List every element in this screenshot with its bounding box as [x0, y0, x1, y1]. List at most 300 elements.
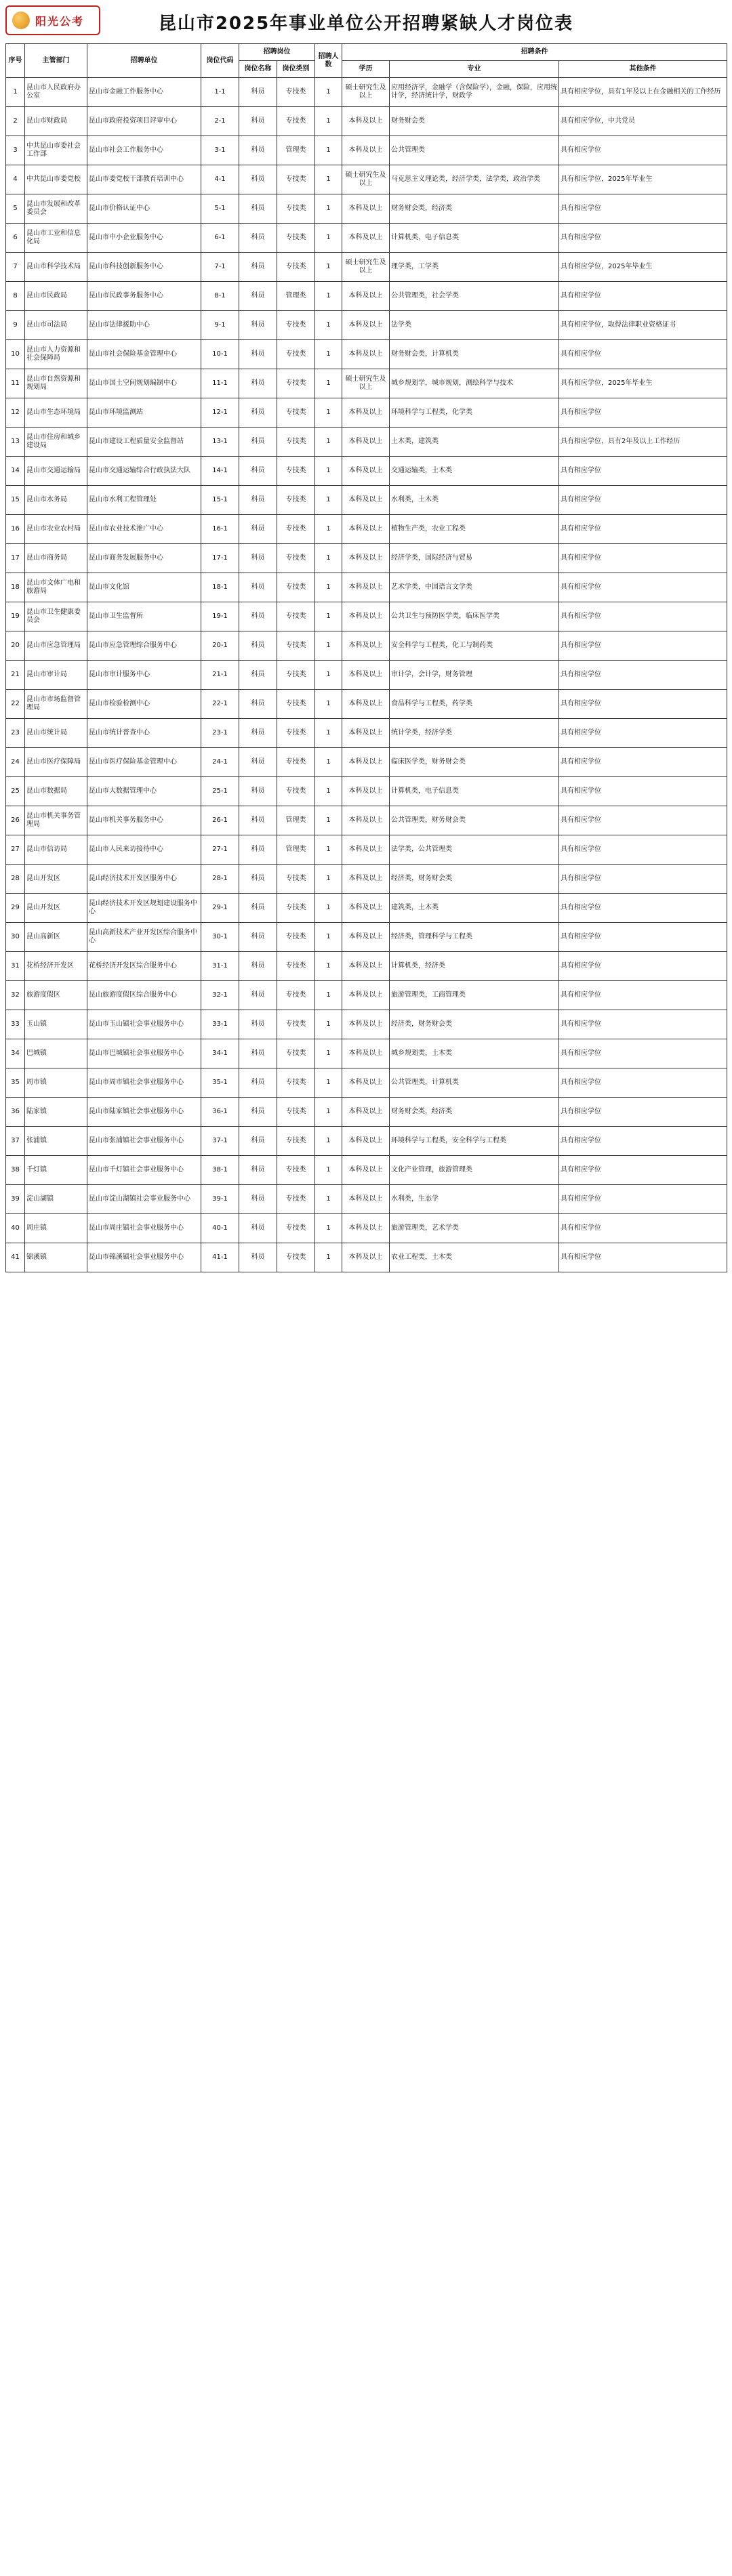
cell-count: 1: [315, 253, 342, 282]
cell-seq: 15: [6, 486, 25, 515]
table-row: [6, 835, 727, 865]
cell-code: 8-1: [201, 282, 239, 311]
cell-post-type: 专技类: [277, 1039, 315, 1068]
cell-seq: 38: [6, 1156, 25, 1185]
cell-post-type: 专技类: [277, 923, 315, 952]
header-dept: 主管部门: [25, 44, 87, 78]
cell-other: 具有相应学位: [559, 952, 727, 981]
cell-count: 1: [315, 602, 342, 631]
cell-code: 40-1: [201, 1214, 239, 1243]
cell-seq: 17: [6, 544, 25, 573]
cell-post-type: 专技类: [277, 194, 315, 224]
cell-unit: 昆山市科技创新服务中心: [87, 253, 201, 282]
cell-dept: 昆山市商务局: [25, 544, 87, 573]
cell-other: 具有相应学位: [559, 894, 727, 923]
cell-code: 25-1: [201, 777, 239, 806]
cell-seq: 14: [6, 457, 25, 486]
cell-major: 水利类，土木类: [390, 486, 559, 515]
cell-post-name: 科员: [239, 835, 277, 865]
cell-post-name: 科员: [239, 282, 277, 311]
cell-post-name: 科员: [239, 777, 277, 806]
cell-post-name: 科员: [239, 748, 277, 777]
cell-dept: 昆山开发区: [25, 894, 87, 923]
cell-code: 18-1: [201, 573, 239, 602]
cell-unit: 昆山市卫生监督所: [87, 602, 201, 631]
cell-major: 城乡规划类，土木类: [390, 1039, 559, 1068]
table-row: [6, 631, 727, 661]
cell-edu: 本科及以上: [342, 1214, 390, 1243]
cell-count: 1: [315, 457, 342, 486]
cell-count: 1: [315, 486, 342, 515]
cell-major: 农业工程类，土木类: [390, 1243, 559, 1272]
table-row: [6, 894, 727, 923]
cell-unit: 昆山市社会保险基金管理中心: [87, 340, 201, 369]
cell-seq: 24: [6, 748, 25, 777]
cell-major: 法学类: [390, 311, 559, 340]
cell-count: 1: [315, 661, 342, 690]
cell-other: 具有相应学位: [559, 719, 727, 748]
cell-major: 公共管理类，社会学类: [390, 282, 559, 311]
cell-edu: 本科及以上: [342, 544, 390, 573]
cell-major: 计算机类，经济类: [390, 952, 559, 981]
cell-post-type: 管理类: [277, 136, 315, 165]
cell-count: 1: [315, 369, 342, 398]
cell-other: 具有相应学位: [559, 194, 727, 224]
cell-count: 1: [315, 224, 342, 253]
cell-major: 经济学类，国际经济与贸易: [390, 544, 559, 573]
cell-count: 1: [315, 719, 342, 748]
table-row: [6, 777, 727, 806]
cell-post-type: 专技类: [277, 1243, 315, 1272]
cell-post-name: 科员: [239, 1243, 277, 1272]
cell-edu: 本科及以上: [342, 631, 390, 661]
cell-major: 审计学，会计学，财务管理: [390, 661, 559, 690]
cell-code: 16-1: [201, 515, 239, 544]
cell-dept: 巴城镇: [25, 1039, 87, 1068]
cell-major: 财务财会类: [390, 107, 559, 136]
cell-unit: 昆山市建设工程质量安全监督站: [87, 428, 201, 457]
cell-edu: 本科及以上: [342, 1127, 390, 1156]
table-row: [6, 602, 727, 631]
table-row: [6, 661, 727, 690]
cell-other: 具有相应学位: [559, 1098, 727, 1127]
cell-post-name: 科员: [239, 1098, 277, 1127]
cell-seq: 41: [6, 1243, 25, 1272]
cell-unit: 昆山市人民来访接待中心: [87, 835, 201, 865]
cell-edu: 本科及以上: [342, 719, 390, 748]
cell-seq: 37: [6, 1127, 25, 1156]
cell-post-type: 专技类: [277, 486, 315, 515]
cell-count: 1: [315, 1243, 342, 1272]
cell-post-type: 专技类: [277, 1214, 315, 1243]
table-row: [6, 719, 727, 748]
cell-unit: 昆山市文化馆: [87, 573, 201, 602]
cell-major: 财务财会类，经济类: [390, 1098, 559, 1127]
cell-edu: 本科及以上: [342, 661, 390, 690]
cell-dept: 花桥经济开发区: [25, 952, 87, 981]
cell-post-type: 专技类: [277, 340, 315, 369]
cell-post-name: 科员: [239, 515, 277, 544]
cell-other: 具有相应学位: [559, 748, 727, 777]
cell-seq: 5: [6, 194, 25, 224]
cell-seq: 10: [6, 340, 25, 369]
cell-edu: 本科及以上: [342, 1185, 390, 1214]
cell-dept: 昆山市卫生健康委员会: [25, 602, 87, 631]
cell-major: 文化产业管理，旅游管理类: [390, 1156, 559, 1185]
cell-edu: 本科及以上: [342, 398, 390, 428]
cell-unit: 昆山市商务发展服务中心: [87, 544, 201, 573]
cell-dept: 昆山市水务局: [25, 486, 87, 515]
cell-code: 19-1: [201, 602, 239, 631]
cell-unit: 昆山市千灯镇社会事业服务中心: [87, 1156, 201, 1185]
cell-major: 财务财会类，计算机类: [390, 340, 559, 369]
cell-seq: 8: [6, 282, 25, 311]
job-table: [5, 43, 727, 1272]
cell-code: 2-1: [201, 107, 239, 136]
cell-dept: 昆山市发展和改革委员会: [25, 194, 87, 224]
cell-post-type: 专技类: [277, 311, 315, 340]
cell-major: 公共卫生与预防医学类，临床医学类: [390, 602, 559, 631]
cell-post-type: 专技类: [277, 253, 315, 282]
cell-post-type: 专技类: [277, 515, 315, 544]
cell-post-name: 科员: [239, 428, 277, 457]
cell-unit: 昆山市政府投资项目评审中心: [87, 107, 201, 136]
cell-post-name: 科员: [239, 952, 277, 981]
cell-other: 具有相应学位: [559, 544, 727, 573]
table-row: [6, 1127, 727, 1156]
cell-post-name: 科员: [239, 1214, 277, 1243]
cell-post-name: 科员: [239, 1185, 277, 1214]
cell-post-name: 科员: [239, 194, 277, 224]
cell-post-type: 专技类: [277, 894, 315, 923]
table-row: [6, 865, 727, 894]
cell-count: 1: [315, 194, 342, 224]
table-row: [6, 165, 727, 194]
cell-dept: 中共昆山市委党校: [25, 165, 87, 194]
cell-code: 26-1: [201, 806, 239, 835]
header-count: 招聘人数: [315, 44, 342, 78]
cell-edu: 本科及以上: [342, 806, 390, 835]
cell-other: 具有相应学位: [559, 835, 727, 865]
cell-code: 32-1: [201, 981, 239, 1010]
cell-seq: 39: [6, 1185, 25, 1214]
cell-other: 具有相应学位: [559, 602, 727, 631]
cell-unit: 昆山市金融工作服务中心: [87, 78, 201, 107]
cell-dept: 昆山市人民政府办公室: [25, 78, 87, 107]
table-row: [6, 952, 727, 981]
table-row: [6, 194, 727, 224]
cell-count: 1: [315, 107, 342, 136]
cell-unit: 昆山市玉山镇社会事业服务中心: [87, 1010, 201, 1039]
cell-code: 13-1: [201, 428, 239, 457]
cell-post-type: 专技类: [277, 107, 315, 136]
cell-seq: 16: [6, 515, 25, 544]
cell-major: 经济类，财务财会类: [390, 1010, 559, 1039]
cell-edu: 本科及以上: [342, 311, 390, 340]
cell-edu: 本科及以上: [342, 136, 390, 165]
cell-other: 具有相应学位: [559, 1214, 727, 1243]
cell-unit: 昆山经济技术开发区规划建设服务中心: [87, 894, 201, 923]
cell-post-name: 科员: [239, 719, 277, 748]
header-post-name: 岗位名称: [239, 61, 277, 78]
cell-dept: 陆家镇: [25, 1098, 87, 1127]
cell-post-type: 专技类: [277, 748, 315, 777]
cell-code: 15-1: [201, 486, 239, 515]
cell-edu: 本科及以上: [342, 923, 390, 952]
cell-major: 临床医学类，财务财会类: [390, 748, 559, 777]
cell-major: 环境科学与工程类，安全科学与工程类: [390, 1127, 559, 1156]
cell-seq: 40: [6, 1214, 25, 1243]
table-row: [6, 107, 727, 136]
cell-dept: 玉山镇: [25, 1010, 87, 1039]
cell-count: 1: [315, 1068, 342, 1098]
cell-code: 4-1: [201, 165, 239, 194]
cell-unit: 昆山市锦溪镇社会事业服务中心: [87, 1243, 201, 1272]
table-row: [6, 282, 727, 311]
cell-post-name: 科员: [239, 311, 277, 340]
cell-count: 1: [315, 631, 342, 661]
cell-count: 1: [315, 515, 342, 544]
cell-count: 1: [315, 806, 342, 835]
cell-count: 1: [315, 311, 342, 340]
cell-dept: 昆山市工业和信息化局: [25, 224, 87, 253]
cell-edu: 硕士研究生及以上: [342, 253, 390, 282]
cell-major: 经济类，财务财会类: [390, 865, 559, 894]
cell-other: 具有相应学位，2025年毕业生: [559, 165, 727, 194]
cell-other: 具有相应学位: [559, 661, 727, 690]
cell-seq: 19: [6, 602, 25, 631]
cell-post-type: 专技类: [277, 165, 315, 194]
cell-edu: 本科及以上: [342, 1010, 390, 1039]
cell-major: 水利类，生态学: [390, 1185, 559, 1214]
cell-unit: 昆山市审计服务中心: [87, 661, 201, 690]
cell-seq: 35: [6, 1068, 25, 1098]
cell-seq: 12: [6, 398, 25, 428]
header-cond: 招聘条件: [342, 44, 727, 61]
cell-other: 具有相应学位: [559, 573, 727, 602]
header-major: 专业: [390, 61, 559, 78]
cell-dept: 昆山市财政局: [25, 107, 87, 136]
cell-post-name: 科员: [239, 1127, 277, 1156]
cell-post-type: 专技类: [277, 544, 315, 573]
cell-other: 具有相应学位: [559, 1068, 727, 1098]
cell-major: 旅游管理类，艺术学类: [390, 1214, 559, 1243]
cell-unit: 昆山旅游度假区综合服务中心: [87, 981, 201, 1010]
table-body: [6, 78, 727, 1272]
cell-post-name: 科员: [239, 923, 277, 952]
cell-major: 公共管理类，计算机类: [390, 1068, 559, 1098]
cell-count: 1: [315, 1214, 342, 1243]
header-seq: 序号: [6, 44, 25, 78]
cell-dept: 中共昆山市委社会工作部: [25, 136, 87, 165]
cell-unit: 昆山市统计普查中心: [87, 719, 201, 748]
header-code: 岗位代码: [201, 44, 239, 78]
cell-post-type: 专技类: [277, 602, 315, 631]
cell-edu: 本科及以上: [342, 282, 390, 311]
cell-other: 具有相应学位: [559, 136, 727, 165]
cell-code: 38-1: [201, 1156, 239, 1185]
cell-seq: 26: [6, 806, 25, 835]
table-row: [6, 923, 727, 952]
cell-post-type: 专技类: [277, 631, 315, 661]
cell-post-name: 科员: [239, 1039, 277, 1068]
cell-edu: 硕士研究生及以上: [342, 78, 390, 107]
cell-code: 3-1: [201, 136, 239, 165]
cell-unit: 昆山市农业技术推广中心: [87, 515, 201, 544]
cell-other: 具有相应学位: [559, 631, 727, 661]
cell-count: 1: [315, 777, 342, 806]
cell-seq: 25: [6, 777, 25, 806]
cell-count: 1: [315, 865, 342, 894]
cell-post-name: 科员: [239, 107, 277, 136]
cell-count: 1: [315, 1185, 342, 1214]
cell-post-name: 科员: [239, 981, 277, 1010]
cell-other: 具有相应学位: [559, 457, 727, 486]
table-row: [6, 1068, 727, 1098]
cell-major: 艺术学类，中国语言文学类: [390, 573, 559, 602]
cell-code: 31-1: [201, 952, 239, 981]
cell-post-type: 专技类: [277, 952, 315, 981]
cell-post-type: 专技类: [277, 224, 315, 253]
cell-unit: 昆山市检验检测中心: [87, 690, 201, 719]
table-row: [6, 1039, 727, 1068]
cell-count: 1: [315, 136, 342, 165]
cell-edu: 本科及以上: [342, 835, 390, 865]
cell-major: 公共管理类，财务财会类: [390, 806, 559, 835]
cell-edu: 本科及以上: [342, 952, 390, 981]
cell-code: 41-1: [201, 1243, 239, 1272]
cell-unit: 昆山市委党校干部教育培训中心: [87, 165, 201, 194]
cell-code: 12-1: [201, 398, 239, 428]
cell-seq: 34: [6, 1039, 25, 1068]
cell-post-name: 科员: [239, 661, 277, 690]
table-row: [6, 311, 727, 340]
cell-post-type: 管理类: [277, 806, 315, 835]
cell-edu: 本科及以上: [342, 690, 390, 719]
cell-major: 计算机类，电子信息类: [390, 777, 559, 806]
cell-post-name: 科员: [239, 340, 277, 369]
cell-dept: 昆山市生态环境局: [25, 398, 87, 428]
cell-code: 36-1: [201, 1098, 239, 1127]
cell-count: 1: [315, 1127, 342, 1156]
cell-post-name: 科员: [239, 1010, 277, 1039]
cell-other: 具有相应学位，取得法律职业资格证书: [559, 311, 727, 340]
cell-major: 建筑类，土木类: [390, 894, 559, 923]
table-row: [6, 573, 727, 602]
table-row: [6, 1010, 727, 1039]
cell-dept: 昆山市交通运输局: [25, 457, 87, 486]
cell-dept: 旅游度假区: [25, 981, 87, 1010]
cell-dept: 张浦镇: [25, 1127, 87, 1156]
cell-seq: 31: [6, 952, 25, 981]
cell-count: 1: [315, 165, 342, 194]
cell-other: 具有相应学位: [559, 777, 727, 806]
cell-edu: 本科及以上: [342, 457, 390, 486]
cell-other: 具有相应学位: [559, 865, 727, 894]
cell-major: 法学类，公共管理类: [390, 835, 559, 865]
cell-edu: 硕士研究生及以上: [342, 165, 390, 194]
cell-major: 经济类，管理科学与工程类: [390, 923, 559, 952]
cell-dept: 昆山开发区: [25, 865, 87, 894]
cell-post-type: 专技类: [277, 1156, 315, 1185]
cell-count: 1: [315, 544, 342, 573]
cell-count: 1: [315, 835, 342, 865]
cell-unit: 昆山经济技术开发区服务中心: [87, 865, 201, 894]
cell-code: 5-1: [201, 194, 239, 224]
cell-code: 29-1: [201, 894, 239, 923]
cell-major: 城乡规划学，城市规划，测绘科学与技术: [390, 369, 559, 398]
cell-unit: 昆山市社会工作服务中心: [87, 136, 201, 165]
cell-major: 应用经济学，金融学（含保险学），金融，保险，应用统计学，经济统计学，财政学: [390, 78, 559, 107]
cell-unit: 昆山市大数据管理中心: [87, 777, 201, 806]
cell-post-name: 科员: [239, 573, 277, 602]
cell-edu: 本科及以上: [342, 224, 390, 253]
cell-post-type: 专技类: [277, 369, 315, 398]
cell-code: 14-1: [201, 457, 239, 486]
cell-edu: 硕士研究生及以上: [342, 369, 390, 398]
cell-major: 统计学类，经济学类: [390, 719, 559, 748]
cell-unit: 昆山市民政事务服务中心: [87, 282, 201, 311]
cell-post-name: 科员: [239, 398, 277, 428]
cell-count: 1: [315, 78, 342, 107]
cell-unit: 昆山市法律援助中心: [87, 311, 201, 340]
cell-post-type: 专技类: [277, 661, 315, 690]
cell-edu: 本科及以上: [342, 428, 390, 457]
cell-post-name: 科员: [239, 602, 277, 631]
cell-edu: 本科及以上: [342, 894, 390, 923]
cell-seq: 1: [6, 78, 25, 107]
cell-other: 具有相应学位: [559, 398, 727, 428]
cell-major: 交通运输类，土木类: [390, 457, 559, 486]
cell-count: 1: [315, 1098, 342, 1127]
cell-dept: 昆山市住房和城乡建设局: [25, 428, 87, 457]
table-row: [6, 224, 727, 253]
table-row: [6, 690, 727, 719]
cell-other: 具有相应学位: [559, 1127, 727, 1156]
cell-count: 1: [315, 398, 342, 428]
cell-unit: 昆山市巴城镇社会事业服务中心: [87, 1039, 201, 1068]
cell-seq: 18: [6, 573, 25, 602]
cell-seq: 11: [6, 369, 25, 398]
cell-post-type: 管理类: [277, 835, 315, 865]
brand-logo-text: 阳光公考: [35, 14, 85, 28]
cell-edu: 本科及以上: [342, 573, 390, 602]
cell-count: 1: [315, 923, 342, 952]
table-row: [6, 981, 727, 1010]
cell-code: 30-1: [201, 923, 239, 952]
cell-seq: 29: [6, 894, 25, 923]
cell-code: 33-1: [201, 1010, 239, 1039]
cell-other: 具有相应学位，2025年毕业生: [559, 253, 727, 282]
cell-other: 具有相应学位，具有2年及以上工作经历: [559, 428, 727, 457]
cell-count: 1: [315, 1156, 342, 1185]
cell-dept: 周庄镇: [25, 1214, 87, 1243]
cell-unit: 昆山高新技术产业开发区综合服务中心: [87, 923, 201, 952]
cell-code: 17-1: [201, 544, 239, 573]
cell-dept: 昆山市科学技术局: [25, 253, 87, 282]
cell-post-type: 专技类: [277, 690, 315, 719]
cell-seq: 6: [6, 224, 25, 253]
cell-unit: 昆山市周市镇社会事业服务中心: [87, 1068, 201, 1098]
cell-major: 环境科学与工程类，化学类: [390, 398, 559, 428]
table-row: [6, 253, 727, 282]
cell-other: 具有相应学位，2025年毕业生: [559, 369, 727, 398]
cell-major: 财务财会类，经济类: [390, 194, 559, 224]
cell-post-type: 专技类: [277, 1185, 315, 1214]
cell-edu: 本科及以上: [342, 1098, 390, 1127]
cell-unit: 昆山市淀山湖镇社会事业服务中心: [87, 1185, 201, 1214]
cell-unit: 昆山市国土空间规划编制中心: [87, 369, 201, 398]
